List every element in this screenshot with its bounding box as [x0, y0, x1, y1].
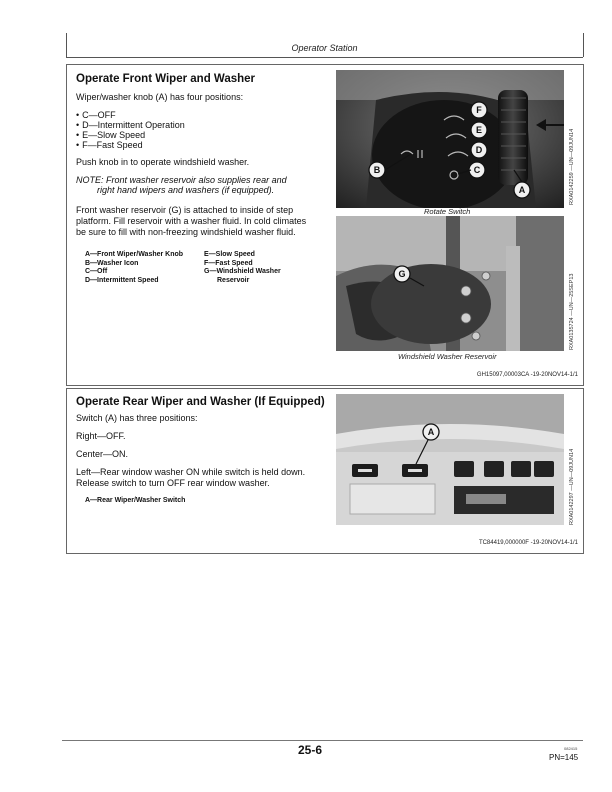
legend-item: Reservoir [217, 276, 250, 284]
photo-caption: Windshield Washer Reservoir [398, 352, 497, 361]
legend-right [204, 251, 281, 285]
callout-label: E [475, 125, 483, 135]
legend-item: F—Fast Speed [204, 259, 253, 267]
pn-number: PN=145 [549, 753, 579, 762]
doc-code: TC84419,000000F -19-20NOV14-1/1 [478, 540, 578, 546]
section-title: Operate Front Wiper and Washer [76, 73, 256, 85]
doc-code: GH15097,00003CA -19-20NOV14-1/1 [476, 372, 578, 378]
callout-label: G [398, 269, 406, 279]
section-title: Operate Rear Wiper and Washer (If Equipped) [76, 396, 325, 408]
callout-label: B [373, 165, 381, 175]
footer-rule [62, 740, 583, 741]
front-wiper-section [66, 64, 584, 386]
reservoir-text: platform. Fill reservoir with a washer fluid. In cold climates [76, 216, 307, 226]
washer-reservoir-photo [336, 216, 564, 351]
list-item: • C—OFF [76, 110, 185, 120]
list-item: • E—Slow Speed [76, 130, 185, 140]
legend-item: A—Front Wiper/Washer Knob [85, 251, 184, 258]
rotate-switch-photo [336, 70, 564, 208]
position-left: Left—Rear window washer ON while switch is held down. [76, 467, 306, 477]
reservoir-text: Front washer reservoir (G) is attached to inside of step [76, 205, 294, 215]
list-item: • D—Intermittent Operation [76, 120, 185, 130]
callout-label: D [475, 145, 483, 155]
figure-code: RXA0142297 —UN—09JUN14 [569, 448, 575, 525]
list-item: • F—Fast Speed [76, 140, 185, 150]
page-number: 25-6 [297, 743, 323, 757]
note-line: NOTE: Front washer reservoir also supplies rear and [76, 175, 287, 185]
callout-label: C [473, 165, 481, 175]
figure-code: RXA0142259 —UN—09JUN14 [569, 128, 575, 205]
intro-text: Wiper/washer knob (A) has four positions: [76, 92, 244, 102]
legend-item: E—Slow Speed [204, 251, 255, 258]
figure-code: RXA0135724 —UN—25SEP13 [569, 273, 575, 350]
rear-switch-photo [336, 394, 564, 525]
position-right: Right—OFF. [76, 431, 126, 441]
legend-item: C—Off [85, 268, 108, 275]
legend-item: B—Washer Icon [85, 259, 139, 267]
positions-list [76, 110, 185, 150]
legend-item: D—Intermittent Speed [85, 276, 159, 284]
callout-label: A [427, 427, 435, 437]
position-left: Release switch to turn OFF rear window washer. [76, 478, 270, 488]
reservoir-text: be sure to fill with non-freezing windshield washer fluid. [76, 227, 296, 237]
page-header-title: Operator Station [291, 43, 358, 53]
legend-item: A—Rear Wiper/Washer Switch [85, 497, 186, 504]
push-text: Push knob in to operate windshield washer. [76, 157, 250, 167]
callout-label: F [476, 105, 482, 115]
legend-left [85, 251, 183, 285]
footer-date-code: 082415 [564, 746, 578, 751]
intro-text: Switch (A) has three positions: [76, 413, 198, 423]
photo-caption: Rotate Switch [424, 207, 471, 216]
position-center: Center—ON. [76, 449, 129, 459]
header-rule [66, 57, 583, 58]
legend-item: G—Windshield Washer [204, 268, 281, 275]
note-line: right hand wipers and washers (if equipped). [97, 185, 275, 195]
rear-wiper-section [66, 388, 584, 554]
callout-label: A [518, 185, 526, 195]
